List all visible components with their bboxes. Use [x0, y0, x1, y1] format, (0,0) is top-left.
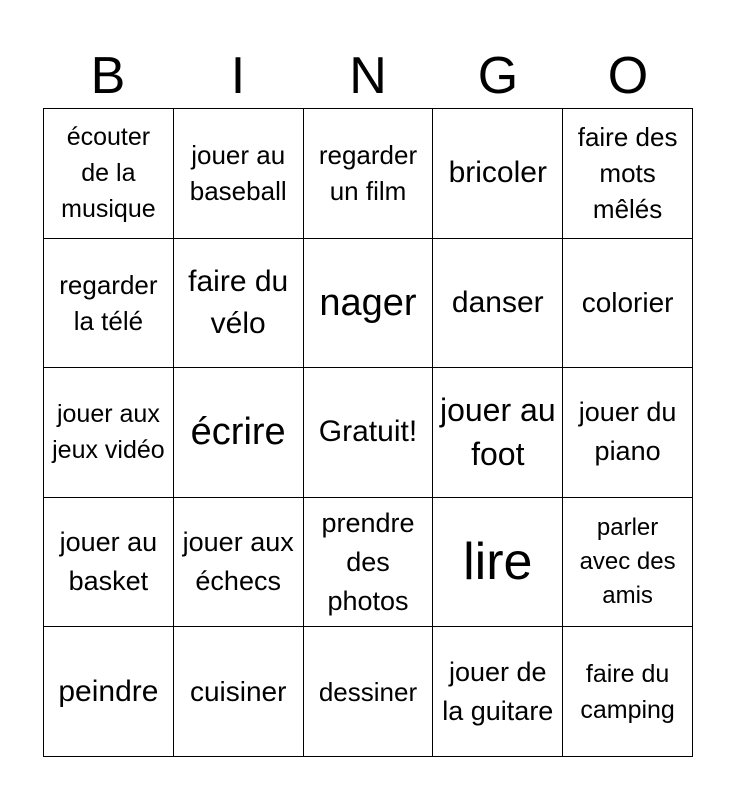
bingo-cell-r2-c5[interactable] — [563, 239, 693, 369]
bingo-cell-r5-c4[interactable] — [433, 627, 563, 757]
bingo-cell-r3-c5[interactable] — [563, 368, 693, 498]
header-letter-i: I — [230, 47, 246, 105]
header-letter-b: B — [90, 47, 126, 105]
bingo-board — [43, 108, 693, 757]
bingo-cell-r3-c2[interactable] — [174, 368, 304, 498]
bingo-cell-r4-c2[interactable] — [174, 498, 304, 628]
bingo-cell-label: danser — [451, 285, 544, 319]
bingo-cell-r1-c1[interactable] — [44, 109, 174, 239]
bingo-cell-r4-c3[interactable] — [304, 498, 434, 628]
bingo-cell-label: cuisiner — [189, 675, 287, 707]
bingo-cell-r1-c2[interactable] — [174, 109, 304, 239]
bingo-header — [43, 44, 693, 108]
bingo-cell-label: bricoler — [448, 156, 547, 190]
bingo-cell-r5-c5[interactable] — [563, 627, 693, 757]
bingo-cell-label: nager — [319, 281, 417, 324]
bingo-cell-r2-c2[interactable] — [174, 239, 304, 369]
bingo-cell-label: faire des mots mêlés — [577, 122, 678, 225]
bingo-cell-label: dessiner — [318, 676, 418, 707]
bingo-cell-label: jouer de la guitare — [442, 656, 554, 726]
bingo-cell-r1-c5[interactable] — [563, 109, 693, 239]
bingo-cell-label: jouer aux échecs — [182, 527, 294, 597]
bingo-cell-r4-c1[interactable] — [44, 498, 174, 628]
bingo-cell-r5-c1[interactable] — [44, 627, 174, 757]
bingo-cell-label: peindre — [58, 674, 159, 708]
bingo-cell-label: regarder la télé — [59, 269, 158, 336]
bingo-cell-label: faire du vélo — [188, 264, 289, 340]
bingo-cell-label: jouer au baseball — [189, 140, 287, 207]
bingo-cell-label: Gratuit! — [318, 415, 418, 449]
bingo-cell-r1-c3[interactable] — [304, 109, 434, 239]
bingo-cell-label: jouer au foot — [439, 392, 556, 473]
bingo-cell-r3-c3[interactable] — [304, 368, 434, 498]
bingo-cell-r5-c3[interactable] — [304, 627, 434, 757]
bingo-cell-label: lire — [463, 533, 533, 592]
bingo-cell-label: jouer du piano — [578, 397, 677, 467]
bingo-cell-label: colorier — [581, 286, 674, 318]
bingo-cell-label: parler avec des amis — [579, 514, 676, 610]
bingo-cell-label: faire du camping — [580, 659, 675, 724]
bingo-cell-r2-c4[interactable] — [433, 239, 563, 369]
bingo-cell-r4-c4[interactable] — [433, 498, 563, 628]
bingo-cell-r2-c1[interactable] — [44, 239, 174, 369]
header-letter-g: G — [477, 47, 519, 105]
bingo-cell-label: jouer au basket — [59, 527, 158, 597]
bingo-cell-r4-c5[interactable] — [563, 498, 693, 628]
bingo-cell-label: écouter de la musique — [61, 123, 156, 224]
bingo-cell-label: écrire — [190, 411, 286, 454]
bingo-cell-label: regarder un film — [318, 140, 418, 207]
bingo-cell-r5-c2[interactable] — [174, 627, 304, 757]
bingo-cell-r3-c4[interactable] — [433, 368, 563, 498]
bingo-cell-r1-c4[interactable] — [433, 109, 563, 239]
bingo-cell-r2-c3[interactable] — [304, 239, 434, 369]
header-letter-o: O — [607, 47, 649, 105]
bingo-cell-r3-c1[interactable] — [44, 368, 174, 498]
header-letter-n: N — [349, 47, 387, 105]
bingo-cell-label: prendre des photos — [321, 507, 415, 616]
bingo-cell-label: jouer aux jeux vidéo — [52, 400, 165, 465]
